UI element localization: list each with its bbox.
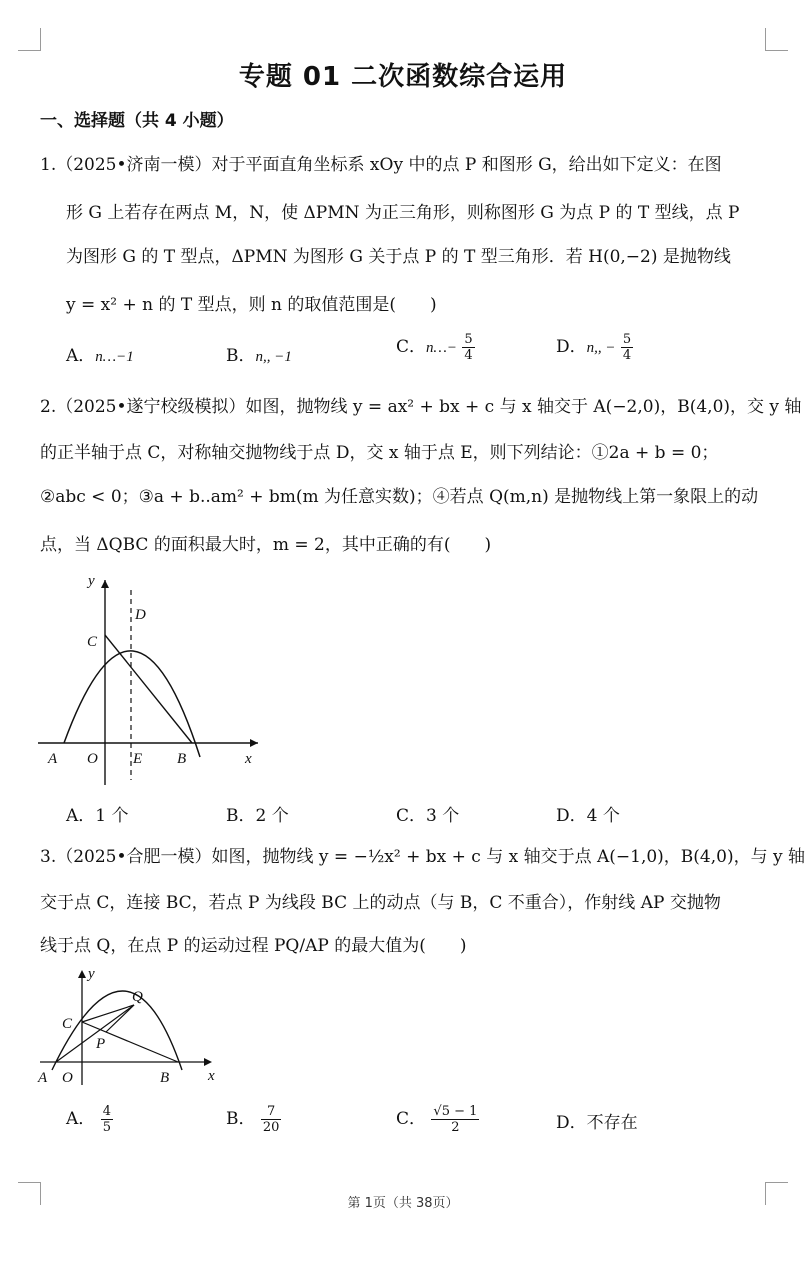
crop-mark-top-right: [765, 28, 788, 51]
q2-line-2: 的正半轴于点 C，对称轴交抛物线于点 D，交 x 轴于点 E，则下列结论：①2a + b = 0；: [40, 443, 719, 463]
q1-line-3: 为图形 G 的 T 型点，ΔPMN 为图形 G 关于点 P 的 T 型三角形．若 H(0,−2) 是抛物线: [66, 247, 731, 267]
label-y: y: [88, 966, 95, 982]
label-q: Q: [132, 989, 143, 1005]
q1-line-1: 1.（2025•济南一模）对于平面直角坐标系 xOy 中的点 P 和图形 G，给出如下定义：在图: [40, 155, 722, 175]
q3-option-d[interactable]: D．不存在: [556, 1113, 638, 1133]
page-footer: 第 1页（共 38页）: [347, 1196, 459, 1211]
q2-option-a[interactable]: A．1 个: [66, 806, 129, 826]
segment-cq: [82, 1005, 134, 1022]
q2-figure: [30, 565, 270, 795]
label-a: A: [48, 751, 58, 767]
q1-option-d[interactable]: D．n,, − $\frac{5}{4}$: [556, 332, 632, 363]
label-e: E: [133, 751, 143, 767]
label-o: O: [87, 751, 98, 767]
label-d: D: [135, 607, 146, 623]
fraction: $\frac{√5 - 1}{2}$: [433, 1104, 478, 1135]
q2-option-b[interactable]: B．2 个: [226, 806, 289, 826]
fraction: $\frac{7}{20}$: [262, 1104, 280, 1135]
label-x: x: [245, 751, 252, 767]
x-axis-arrow: [204, 1058, 212, 1066]
label-a: A: [38, 1070, 48, 1086]
label-y: y: [88, 573, 95, 589]
y-axis-arrow: [78, 970, 86, 978]
q2-line-3: ②abc < 0；③a + b..am² + bm(m 为任意实数)；④若点 Q(m,n) 是抛物线上第一象限上的动: [40, 487, 759, 507]
page-title: 专题 01 二次函数综合运用: [238, 62, 568, 92]
q3-option-a[interactable]: A． $\frac{4}{5}$: [66, 1104, 111, 1135]
q2-line-1: 2.（2025•遂宁校级模拟）如图，抛物线 y = ax² + bx + c 与 x 轴交于 A(−2,0)，B(4,0)，交 y 轴: [40, 397, 802, 417]
q3-option-c[interactable]: C． $\frac{√5 - 1}{2}$: [396, 1104, 478, 1135]
q3-line-1: 3.（2025•合肥一模）如图，抛物线 y = −½x² + bx + c 与 x 轴交于点 A(−1,0)，B(4,0)，与 y 轴: [40, 847, 806, 867]
q3-figure: [30, 960, 230, 1090]
q1-option-b[interactable]: B．n,, −1: [226, 346, 292, 366]
fraction: $\frac{5}{4}$: [464, 332, 473, 363]
q2-option-d[interactable]: D．4 个: [556, 806, 620, 826]
q2-option-c[interactable]: C．3 个: [396, 806, 460, 826]
ray-aq: [56, 1005, 134, 1062]
y-axis-arrow: [101, 580, 109, 588]
segment-cb: [105, 635, 192, 743]
q3-line-2: 交于点 C，连接 BC，若点 P 为线段 BC 上的动点（与 B，C 不重合），作射线 AP 交抛物: [40, 893, 721, 913]
fraction: $\frac{5}{4}$: [622, 332, 632, 363]
q2-line-4: 点，当 ΔQBC 的面积最大时，m = 2，其中正确的有( ): [40, 535, 492, 555]
label-b: B: [177, 751, 187, 767]
q1-option-c[interactable]: C．n…− $\frac{5}{4}$: [396, 332, 473, 363]
label-c: C: [62, 1016, 73, 1032]
x-axis-arrow: [250, 739, 258, 747]
q1-option-a[interactable]: A．n…−1: [66, 346, 134, 366]
label-x: x: [208, 1068, 215, 1084]
label-o: O: [62, 1070, 73, 1086]
label-b: B: [160, 1070, 170, 1086]
label-p: P: [96, 1036, 106, 1052]
q1-line-4: y = x² + n 的 T 型点，则 n 的取值范围是( ): [66, 295, 437, 315]
section-heading: 一、选择题（共 4 小题）: [40, 111, 234, 131]
crop-mark-top-left: [18, 28, 41, 51]
fraction: $\frac{4}{5}$: [102, 1104, 111, 1135]
q1-line-2: 形 G 上若存在两点 M，N，使 ΔPMN 为正三角形，则称图形 G 为点 P 的 T 型线，点 P: [66, 203, 740, 223]
label-c: C: [87, 634, 98, 650]
q3-option-b[interactable]: B． $\frac{7}{20}$: [226, 1104, 280, 1135]
q3-line-3: 线于点 Q，在点 P 的运动过程 PQ/AP 的最大值为( ): [40, 936, 467, 956]
parabola: [64, 651, 200, 757]
